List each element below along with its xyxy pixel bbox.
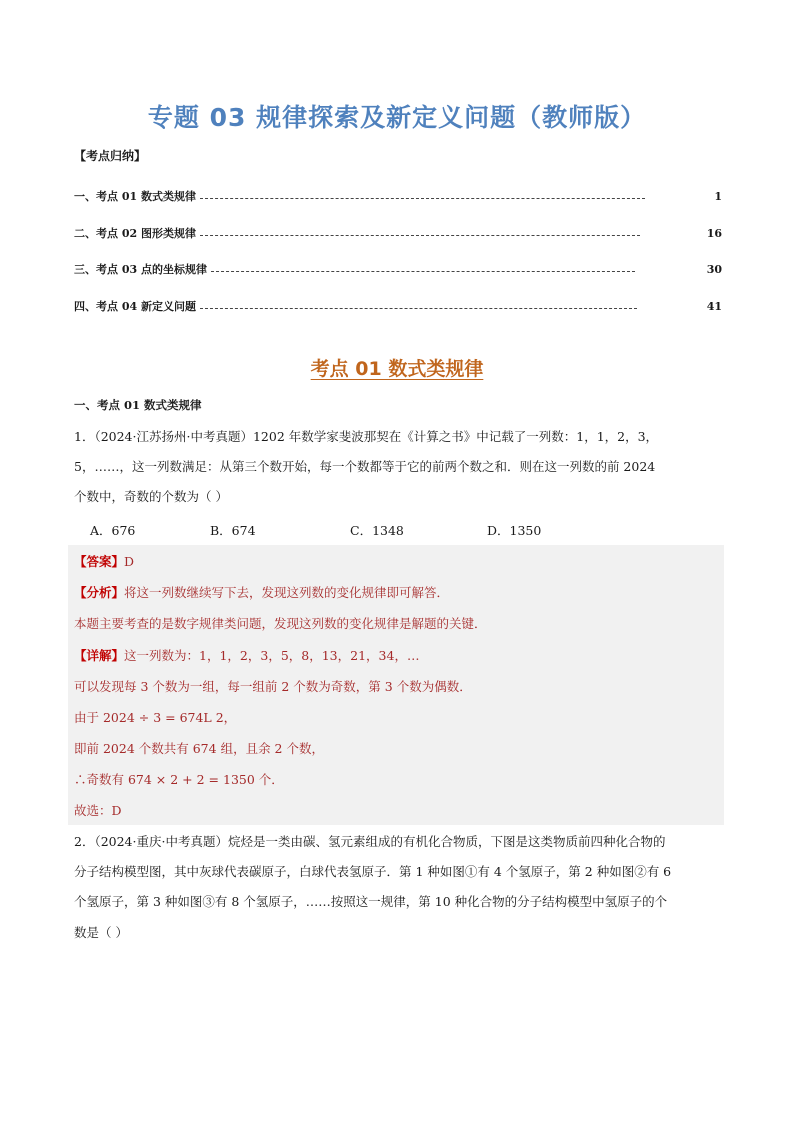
toc-item[interactable]	[74, 297, 722, 315]
option-b: B．674	[210, 523, 256, 538]
note-line: 本题主要考查的是数字规律类问题，发现这列数的变化规律是解题的关键．	[74, 616, 487, 631]
toc-item-label: 二、考点 02 图形类规律	[74, 227, 196, 240]
toc-leader-dots	[200, 198, 645, 199]
option-a: A．676	[90, 523, 136, 538]
document-title: 专题 03 规律探索及新定义问题（教师版）	[147, 103, 647, 132]
toc-item-page: 30	[706, 262, 722, 276]
toc-item-label: 一、考点 01 数式类规律	[74, 190, 196, 203]
analysis-tag: 【分析】	[74, 585, 125, 600]
toc-item[interactable]	[74, 224, 722, 242]
toc-heading: 【考点归纳】	[74, 149, 147, 163]
question-2-line: 2．（2024·重庆·中考真题）烷烃是一类由碳、氢元素组成的有机化合物质，下图是这类物质前四种化合物的	[74, 834, 666, 849]
toc-item-page: 41	[706, 299, 722, 313]
detail-text: 这一列数为：1，1，2，3，5，8，13，21，34，…	[124, 648, 420, 663]
answer-value: D	[124, 554, 135, 569]
answer-line	[74, 552, 134, 570]
toc-item-page: 16	[706, 226, 722, 240]
solution-line: ∴奇数有 674 × 2 + 2 = 1350 个．	[74, 772, 284, 787]
analysis-line	[74, 583, 449, 601]
question-1-line: 个数中，奇数的个数为（ ）	[74, 489, 228, 504]
toc-item-label: 三、考点 03 点的坐标规律	[74, 263, 207, 276]
question-2-line: 数是（ ）	[74, 925, 128, 940]
toc-item[interactable]	[74, 187, 722, 205]
subheading: 一、考点 01 数式类规律	[74, 398, 202, 412]
question-1-line: 1．（2024·江苏扬州·中考真题）1202 年数学家斐波那契在《计算之书》中记载了一列数：1，1，2，3，	[74, 429, 659, 444]
section-title-text: 考点 01 数式类规律	[310, 358, 484, 380]
question-1-line: 5，……，这一列数满足：从第三个数开始，每一个数都等于它的前两个数之和．则在这一列数的前 2024	[74, 459, 656, 474]
solution-line: 故选：D	[74, 803, 122, 818]
section-title	[0, 354, 794, 381]
solution-line: 即前 2024 个数共有 674 组，且余 2 个数，	[74, 741, 324, 756]
option-c: C．1348	[350, 523, 404, 538]
answer-tag: 【答案】	[74, 554, 125, 569]
option-d: D．1350	[487, 523, 542, 538]
solution-line: 可以发现每 3 个数为一组，每一组前 2 个数为奇数，第 3 个数为偶数．	[74, 679, 472, 694]
toc-leader-dots	[200, 235, 640, 236]
toc-leader-dots	[200, 308, 637, 309]
question-2-line: 分子结构模型图，其中灰球代表碳原子，白球代表氢原子．第 1 种如图①有 4 个氢原子，第 2 种如图②有 6	[74, 864, 672, 879]
toc-item-label: 四、考点 04 新定义问题	[74, 300, 196, 313]
detail-tag: 【详解】	[74, 648, 125, 663]
detail-line	[74, 646, 419, 664]
toc-leader-dots	[211, 271, 635, 272]
solution-line: 由于 2024 ÷ 3 = 674L 2，	[74, 710, 237, 725]
toc-item[interactable]	[74, 260, 722, 278]
toc-item-page: 1	[714, 189, 722, 203]
question-2-line: 个氢原子，第 3 种如图③有 8 个氢原子，……按照这一规律，第 10 种化合物的分子结构模型中氢原子的个	[74, 894, 668, 909]
analysis-text: 将这一列数继续写下去，发现这列数的变化规律即可解答．	[124, 585, 450, 600]
